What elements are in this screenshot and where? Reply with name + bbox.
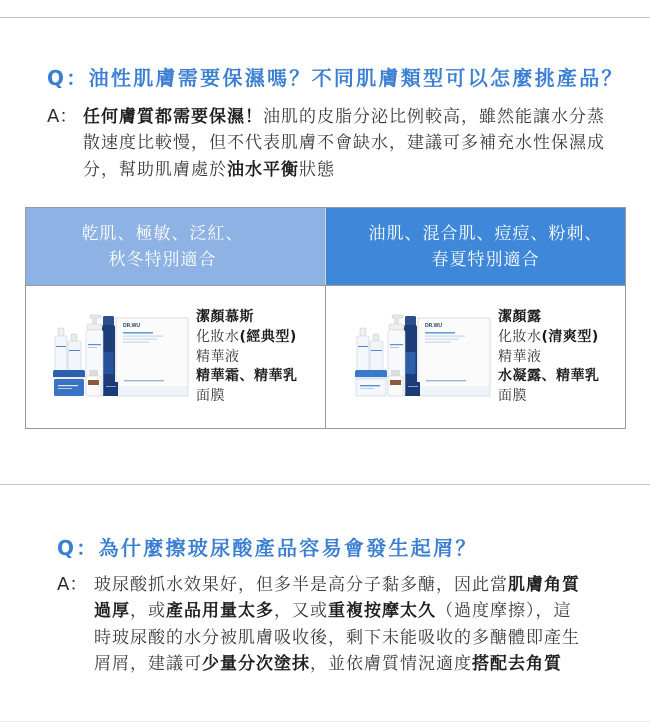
mask-box <box>116 318 188 396</box>
faq-answer-2 <box>57 572 580 677</box>
faq-answer-1 <box>47 104 605 183</box>
answer-emphasis: 搭配去角質 <box>472 653 562 674</box>
product-name: 面膜 <box>196 388 225 404</box>
serum-bottle <box>357 328 369 372</box>
answer-text: （過度摩擦），這 <box>436 601 572 622</box>
answer-emphasis: 重複按摩太久 <box>328 601 436 622</box>
answer-line <box>94 572 580 598</box>
header-line: 油肌、混合肌、痘痘、粉刺、 <box>368 223 603 244</box>
product-list-dry <box>196 308 298 407</box>
answer-line <box>94 598 580 624</box>
answer-text: 時玻尿酸的水分被肌膚吸收後，剩下未能吸收的多醣體即產生 <box>94 627 580 648</box>
navy-box <box>406 382 420 396</box>
top-divider <box>0 17 650 18</box>
gel-jar <box>355 370 387 396</box>
faq-question-2 <box>57 535 478 561</box>
product-item <box>498 348 600 368</box>
answer-label: A： <box>57 574 88 595</box>
answer-text: 散速度比較慢，但不代表肌膚不會缺水，建議可多補充水性保濕成 <box>83 133 605 154</box>
answer-body <box>83 104 605 183</box>
answer-text: 狀態 <box>299 159 335 180</box>
answer-text: 油肌的皮脂分泌比例較高，雖然能讓水分蒸 <box>263 107 605 127</box>
answer-text: ，或 <box>130 601 166 622</box>
product-image-oily <box>352 314 492 398</box>
answer-emphasis: 少量分次塗抹 <box>202 653 310 674</box>
answer-body <box>94 572 580 677</box>
product-name-emphasis: 潔顏露 <box>498 309 542 325</box>
answer-emphasis: 產品用量太多 <box>166 601 274 622</box>
header-line: 春夏特別適合 <box>431 249 540 270</box>
answer-emphasis: 肌膚角質 <box>508 575 580 595</box>
product-name: 面膜 <box>498 388 527 404</box>
section-divider <box>0 484 650 485</box>
product-name-emphasis: 精華霜、精華乳 <box>196 368 298 385</box>
cell-dry-skin-products <box>26 286 325 428</box>
product-item <box>498 328 600 348</box>
header-oily-skin <box>326 208 625 285</box>
product-image-dry <box>50 314 190 398</box>
product-name: 精華液 <box>196 348 240 365</box>
product-item <box>196 387 298 407</box>
answer-text: ，並依膚質情況適度 <box>310 653 472 674</box>
answer-text: 分，幫助肌膚處於 <box>83 159 227 180</box>
brand-logo: DR.WU <box>425 323 442 329</box>
brand-logo: DR.WU <box>123 323 140 329</box>
answer-line <box>94 651 580 677</box>
skin-type-table <box>25 207 626 429</box>
answer-text: 玻尿酸抓水效果好，但多半是高分子黏多醣，因此當 <box>94 575 508 595</box>
question-text: 油性肌膚需要保濕嗎？不同肌膚類型可以怎麼挑產品？ <box>88 66 624 90</box>
product-item <box>196 348 298 368</box>
product-item <box>498 308 600 328</box>
answer-emphasis: 過厚 <box>94 601 130 622</box>
serum-bottle <box>68 334 81 373</box>
answer-line <box>83 157 605 183</box>
question-label: Q： <box>47 66 89 90</box>
product-item <box>498 387 600 407</box>
answer-line <box>83 130 605 156</box>
product-name-emphasis: 水凝露、精華乳 <box>498 368 600 385</box>
product-variant: (經典型) <box>239 328 297 345</box>
product-item <box>498 367 600 387</box>
serum-bottle <box>55 328 67 372</box>
question-label: Q： <box>57 536 99 560</box>
answer-label: A： <box>47 106 78 127</box>
product-name: 精華液 <box>498 348 542 365</box>
header-line: 乾肌、極敏、泛紅、 <box>81 223 244 244</box>
answer-emphasis: 油水平衡 <box>227 159 299 180</box>
product-variant: (清爽型) <box>541 328 599 345</box>
faq-question-1 <box>47 65 624 91</box>
product-name: 化妝水 <box>196 328 240 345</box>
product-item <box>196 367 298 387</box>
product-name: 化妝水 <box>498 328 542 345</box>
question-text: 為什麼擦玻尿酸產品容易會發生起屑？ <box>98 536 478 560</box>
answer-line <box>83 104 605 130</box>
answer-text: 屑屑，建議可 <box>94 653 202 674</box>
answer-text: ，又或 <box>274 601 328 622</box>
serum-bottle <box>370 334 383 373</box>
bottom-divider <box>0 721 650 722</box>
product-item <box>196 328 298 348</box>
product-item <box>196 308 298 328</box>
cream-jar <box>53 370 85 396</box>
header-dry-skin <box>26 208 325 285</box>
navy-box <box>104 382 118 396</box>
answer-emphasis: 任何膚質都需要保濕！ <box>83 107 263 127</box>
header-line: 秋冬特別適合 <box>108 249 217 270</box>
answer-line <box>94 625 580 651</box>
product-list-oily <box>498 308 600 407</box>
cell-oily-skin-products <box>326 286 625 428</box>
product-name-emphasis: 潔顏慕斯 <box>196 309 254 325</box>
mask-box <box>418 318 490 396</box>
